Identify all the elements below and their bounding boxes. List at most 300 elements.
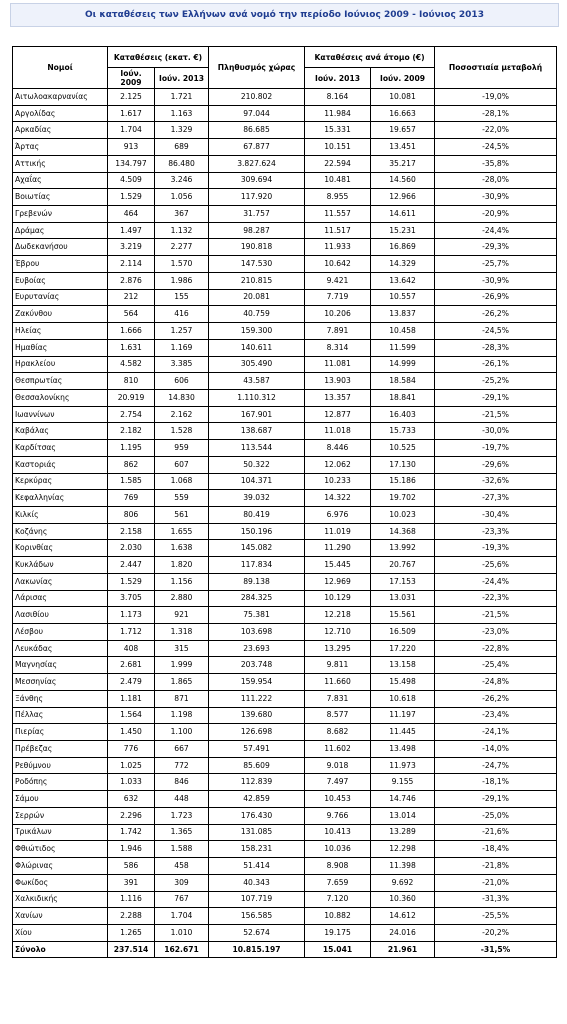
value-cell: -24,4% [435,573,557,590]
table-row [13,406,557,423]
value-cell: 1.946 [108,841,155,858]
header-per-capita-group: Καταθέσεις ανά άτομο (€) [305,47,435,68]
value-cell: 6.976 [305,506,371,523]
table-row [13,774,557,791]
value-cell: -21,6% [435,824,557,841]
region-name-cell: Ιωαννίνων [13,406,108,423]
value-cell: 1.564 [108,707,155,724]
table-row [13,724,557,741]
value-cell: 1.198 [155,707,209,724]
value-cell: 10.882 [305,908,371,925]
table-row [13,323,557,340]
value-cell: 3.246 [155,172,209,189]
value-cell: 10.413 [305,824,371,841]
value-cell: 1.110.312 [209,389,305,406]
value-cell: 10.233 [305,473,371,490]
value-cell: 1.529 [108,573,155,590]
value-cell: -25,2% [435,373,557,390]
value-cell: 20.081 [209,289,305,306]
value-cell: 237.514 [108,941,155,958]
table-row [13,373,557,390]
value-cell: 147.530 [209,256,305,273]
value-cell: 1.585 [108,473,155,490]
value-cell: -25,6% [435,557,557,574]
value-cell: 190.818 [209,239,305,256]
value-cell: 416 [155,306,209,323]
value-cell: 39.032 [209,490,305,507]
value-cell: 1.820 [155,557,209,574]
value-cell: 16.509 [371,624,435,641]
value-cell: 9.811 [305,657,371,674]
value-cell: 103.698 [209,624,305,641]
table-row [13,824,557,841]
region-name-cell: Ημαθίας [13,339,108,356]
value-cell: 3.385 [155,356,209,373]
value-cell: 769 [108,490,155,507]
value-cell: 156.585 [209,908,305,925]
value-cell: -22,3% [435,590,557,607]
value-cell: 13.992 [371,540,435,557]
region-name-cell: Ηλείας [13,323,108,340]
value-cell: 11.398 [371,858,435,875]
region-name-cell: Δράμας [13,222,108,239]
value-cell: -30,9% [435,189,557,206]
table-row [13,389,557,406]
table-row [13,239,557,256]
value-cell: 464 [108,206,155,223]
table-row [13,891,557,908]
value-cell: 7.891 [305,323,371,340]
value-cell: 112.839 [209,774,305,791]
value-cell: -32,6% [435,473,557,490]
region-name-cell: Έβρου [13,256,108,273]
region-name-cell: Χανίων [13,908,108,925]
value-cell: 391 [108,874,155,891]
value-cell: 305.490 [209,356,305,373]
value-cell: 284.325 [209,590,305,607]
value-cell: 7.831 [305,690,371,707]
value-cell: 458 [155,858,209,875]
value-cell: 13.014 [371,807,435,824]
value-cell: 9.766 [305,807,371,824]
region-name-cell: Κεφαλληνίας [13,490,108,507]
region-name-cell: Ηρακλείου [13,356,108,373]
value-cell: 2.296 [108,807,155,824]
value-cell: 19.657 [371,122,435,139]
value-cell: -24,4% [435,222,557,239]
header-region: Νομοί [13,47,108,89]
value-cell: 776 [108,741,155,758]
value-cell: 24.016 [371,924,435,941]
value-cell: 16.403 [371,406,435,423]
region-name-cell: Χίου [13,924,108,941]
table-row [13,540,557,557]
value-cell: 8.164 [305,89,371,106]
value-cell: 51.414 [209,858,305,875]
value-cell: -25,0% [435,807,557,824]
region-name-cell: Καβάλας [13,423,108,440]
value-cell: -31,3% [435,891,557,908]
value-cell: 8.682 [305,724,371,741]
region-name-cell: Λάρισας [13,590,108,607]
value-cell: 52.674 [209,924,305,941]
value-cell: 7.120 [305,891,371,908]
value-cell: 86.480 [155,155,209,172]
header-deposits-2009: Ιούν. 2009 [108,68,155,89]
table-body [13,89,557,958]
region-name-cell: Πέλλας [13,707,108,724]
value-cell: 176.430 [209,807,305,824]
region-name-cell: Ροδόπης [13,774,108,791]
value-cell: 11.973 [371,757,435,774]
value-cell: 43.587 [209,373,305,390]
value-cell: 1.529 [108,189,155,206]
value-cell: 18.841 [371,389,435,406]
value-cell: 564 [108,306,155,323]
value-cell: 23.693 [209,640,305,657]
value-cell: 12.969 [305,573,371,590]
value-cell: 2.114 [108,256,155,273]
value-cell: 10.618 [371,690,435,707]
table-row [13,523,557,540]
region-name-cell: Βοιωτίας [13,189,108,206]
value-cell: 139.680 [209,707,305,724]
header-deposits-group: Καταθέσεις (εκατ. €) [108,47,209,68]
value-cell: 559 [155,490,209,507]
value-cell: 7.497 [305,774,371,791]
value-cell: 810 [108,373,155,390]
value-cell: -21,8% [435,858,557,875]
region-name-cell: Φωκίδος [13,874,108,891]
value-cell: 15.231 [371,222,435,239]
value-cell: 35.217 [371,155,435,172]
value-cell: 11.290 [305,540,371,557]
value-cell: 19.702 [371,490,435,507]
value-cell: 586 [108,858,155,875]
region-name-cell: Γρεβενών [13,206,108,223]
value-cell: 10.151 [305,139,371,156]
region-name-cell: Ξάνθης [13,690,108,707]
value-cell: 1.173 [108,607,155,624]
value-cell: 11.660 [305,674,371,691]
value-cell: 85.609 [209,757,305,774]
value-cell: -29,1% [435,791,557,808]
value-cell: 40.759 [209,306,305,323]
value-cell: 159.300 [209,323,305,340]
value-cell: 20.919 [108,389,155,406]
value-cell: 1.712 [108,624,155,641]
table-row [13,490,557,507]
value-cell: 11.019 [305,523,371,540]
value-cell: 9.018 [305,757,371,774]
table-row [13,807,557,824]
value-cell: 11.602 [305,741,371,758]
value-cell: 14.611 [371,206,435,223]
table-row [13,189,557,206]
value-cell: 806 [108,506,155,523]
table-row [13,272,557,289]
value-cell: 1.631 [108,339,155,356]
value-cell: -23,0% [435,624,557,641]
region-name-cell: Κοζάνης [13,523,108,540]
value-cell: -30,9% [435,272,557,289]
value-cell: -21,5% [435,607,557,624]
value-cell: -22,0% [435,122,557,139]
value-cell: -18,4% [435,841,557,858]
header-per-capita-2009: Ιούν. 2009 [371,68,435,89]
value-cell: 8.577 [305,707,371,724]
table-row [13,289,557,306]
value-cell: 10.036 [305,841,371,858]
value-cell: 11.557 [305,206,371,223]
region-name-cell: Δωδεκανήσου [13,239,108,256]
value-cell: -30,0% [435,423,557,440]
region-name-cell: Κιλκίς [13,506,108,523]
value-cell: 7.659 [305,874,371,891]
value-cell: 1.365 [155,824,209,841]
table-row [13,557,557,574]
value-cell: 448 [155,791,209,808]
value-cell: 15.733 [371,423,435,440]
deposits-table [12,46,557,958]
table-row [13,222,557,239]
region-name-cell: Σύνολο [13,941,108,958]
value-cell: 8.314 [305,339,371,356]
value-cell: -24,1% [435,724,557,741]
value-cell: 1.450 [108,724,155,741]
value-cell: 20.767 [371,557,435,574]
value-cell: 315 [155,640,209,657]
region-name-cell: Άρτας [13,139,108,156]
value-cell: 113.544 [209,440,305,457]
value-cell: 11.197 [371,707,435,724]
table-row [13,924,557,941]
value-cell: 1.318 [155,624,209,641]
value-cell: 767 [155,891,209,908]
value-cell: 13.031 [371,590,435,607]
value-cell: 15.561 [371,607,435,624]
value-cell: 2.876 [108,272,155,289]
region-name-cell: Λακωνίας [13,573,108,590]
value-cell: 12.218 [305,607,371,624]
value-cell: 13.289 [371,824,435,841]
value-cell: 17.130 [371,456,435,473]
value-cell: -22,8% [435,640,557,657]
value-cell: 13.295 [305,640,371,657]
value-cell: -19,0% [435,89,557,106]
value-cell: 1.986 [155,272,209,289]
value-cell: 31.757 [209,206,305,223]
value-cell: 1.528 [155,423,209,440]
value-cell: 2.030 [108,540,155,557]
table-row [13,440,557,457]
value-cell: -19,7% [435,440,557,457]
table-row [13,339,557,356]
value-cell: 15.186 [371,473,435,490]
table-row [13,874,557,891]
value-cell: 1.163 [155,105,209,122]
value-cell: 9.421 [305,272,371,289]
value-cell: 12.062 [305,456,371,473]
value-cell: 632 [108,791,155,808]
region-name-cell: Τρικάλων [13,824,108,841]
value-cell: -21,5% [435,406,557,423]
value-cell: 131.085 [209,824,305,841]
value-cell: 2.754 [108,406,155,423]
value-cell: 2.288 [108,908,155,925]
value-cell: 12.710 [305,624,371,641]
value-cell: -27,3% [435,490,557,507]
value-cell: 1.156 [155,573,209,590]
value-cell: 15.445 [305,557,371,574]
value-cell: 1.638 [155,540,209,557]
table-row [13,707,557,724]
value-cell: -29,1% [435,389,557,406]
value-cell: 10.360 [371,891,435,908]
value-cell: -23,3% [435,523,557,540]
value-cell: 959 [155,440,209,457]
value-cell: 210.815 [209,272,305,289]
value-cell: 10.525 [371,440,435,457]
region-name-cell: Σερρών [13,807,108,824]
value-cell: -31,5% [435,941,557,958]
value-cell: 13.903 [305,373,371,390]
region-name-cell: Κερκύρας [13,473,108,490]
value-cell: 3.827.624 [209,155,305,172]
value-cell: 309.694 [209,172,305,189]
value-cell: 126.698 [209,724,305,741]
region-name-cell: Αττικής [13,155,108,172]
value-cell: 158.231 [209,841,305,858]
value-cell: 21.961 [371,941,435,958]
value-cell: -28,0% [435,172,557,189]
table-row [13,690,557,707]
table-row [13,624,557,641]
value-cell: 13.451 [371,139,435,156]
value-cell: 11.081 [305,356,371,373]
value-cell: 40.343 [209,874,305,891]
value-cell: 607 [155,456,209,473]
title-bar [10,3,559,27]
value-cell: -26,1% [435,356,557,373]
region-name-cell: Λέσβου [13,624,108,641]
table-row [13,573,557,590]
value-cell: -25,7% [435,256,557,273]
value-cell: 862 [108,456,155,473]
value-cell: 162.671 [155,941,209,958]
value-cell: 846 [155,774,209,791]
region-name-cell: Καρδίτσας [13,440,108,457]
value-cell: 4.509 [108,172,155,189]
value-cell: 10.453 [305,791,371,808]
value-cell: 11.933 [305,239,371,256]
value-cell: 107.719 [209,891,305,908]
value-cell: 1.010 [155,924,209,941]
value-cell: 1.742 [108,824,155,841]
value-cell: 2.277 [155,239,209,256]
value-cell: 22.594 [305,155,371,172]
value-cell: 772 [155,757,209,774]
value-cell: -29,3% [435,239,557,256]
value-cell: 3.219 [108,239,155,256]
value-cell: 19.175 [305,924,371,941]
header-per-capita-2013: Ιούν. 2013 [305,68,371,89]
value-cell: 2.447 [108,557,155,574]
value-cell: 15.041 [305,941,371,958]
value-cell: -19,3% [435,540,557,557]
value-cell: 14.999 [371,356,435,373]
value-cell: 921 [155,607,209,624]
value-cell: 14.368 [371,523,435,540]
value-cell: 1.666 [108,323,155,340]
region-name-cell: Ευβοίας [13,272,108,289]
value-cell: 1.056 [155,189,209,206]
value-cell: 2.479 [108,674,155,691]
table-row [13,89,557,106]
value-cell: 1.329 [155,122,209,139]
value-cell: 667 [155,741,209,758]
table-row [13,640,557,657]
value-cell: 11.599 [371,339,435,356]
value-cell: 1.195 [108,440,155,457]
value-cell: 2.162 [155,406,209,423]
value-cell: 561 [155,506,209,523]
region-name-cell: Αργολίδας [13,105,108,122]
table-row [13,122,557,139]
table-row [13,206,557,223]
value-cell: 11.445 [371,724,435,741]
value-cell: 15.498 [371,674,435,691]
table-row [13,841,557,858]
region-name-cell: Λασιθίου [13,607,108,624]
value-cell: 1.068 [155,473,209,490]
table-row [13,256,557,273]
value-cell: 1.181 [108,690,155,707]
value-cell: 1.704 [108,122,155,139]
value-cell: -23,4% [435,707,557,724]
value-cell: 1.257 [155,323,209,340]
value-cell: 11.018 [305,423,371,440]
value-cell: 150.196 [209,523,305,540]
value-cell: 17.220 [371,640,435,657]
value-cell: 8.955 [305,189,371,206]
region-name-cell: Μαγνησίας [13,657,108,674]
table-row [13,674,557,691]
value-cell: 913 [108,139,155,156]
value-cell: -28,1% [435,105,557,122]
value-cell: 10.458 [371,323,435,340]
value-cell: 13.498 [371,741,435,758]
value-cell: -14,0% [435,741,557,758]
value-cell: -26,2% [435,306,557,323]
value-cell: 210.802 [209,89,305,106]
value-cell: 9.692 [371,874,435,891]
value-cell: 89.138 [209,573,305,590]
region-name-cell: Σάμου [13,791,108,808]
value-cell: 2.158 [108,523,155,540]
value-cell: 111.222 [209,690,305,707]
value-cell: -24,7% [435,757,557,774]
region-name-cell: Ρεθύμνου [13,757,108,774]
value-cell: 1.704 [155,908,209,925]
value-cell: 689 [155,139,209,156]
region-name-cell: Φλώρινας [13,858,108,875]
table-row [13,356,557,373]
value-cell: 1.169 [155,339,209,356]
value-cell: 10.023 [371,506,435,523]
header-population: Πληθυσμός χώρας [209,47,305,89]
value-cell: -30,4% [435,506,557,523]
